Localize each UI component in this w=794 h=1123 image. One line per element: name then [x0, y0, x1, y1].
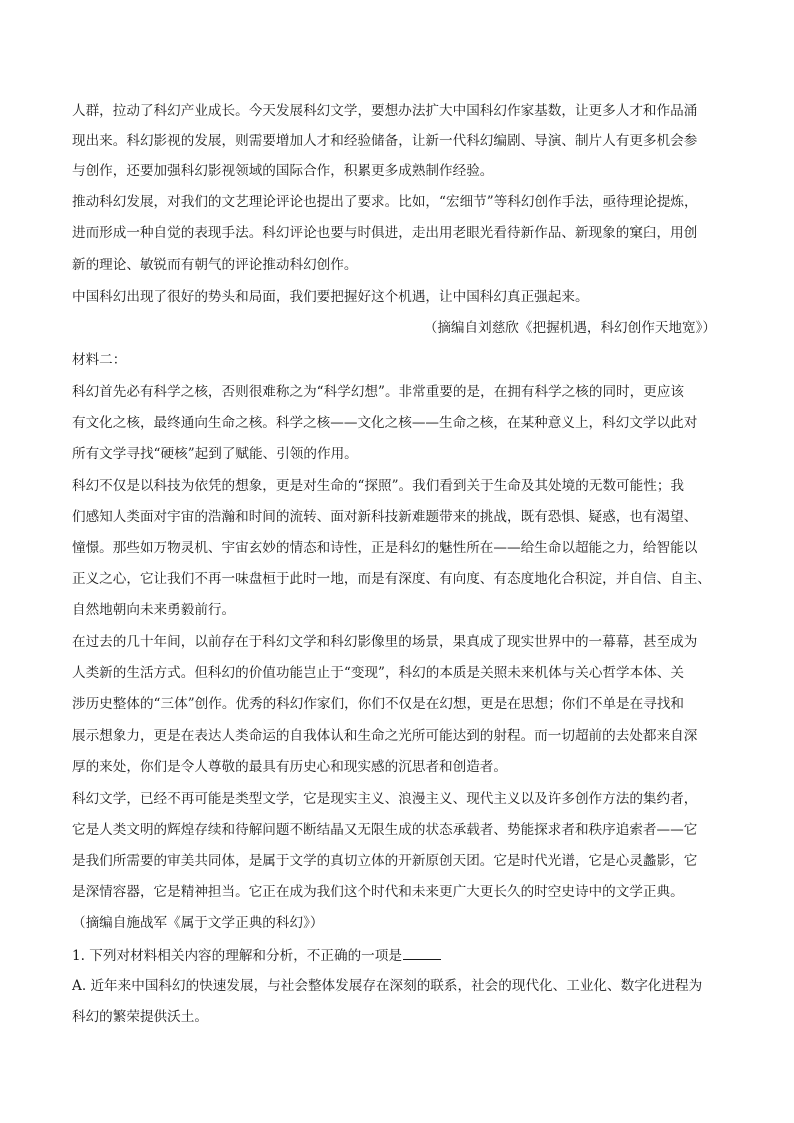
paragraph-line: 所有文学寻找“硬核”起到了赋能、引领的作用。: [72, 446, 358, 462]
paragraph-line: 正义之心，它让我们不再一味盘桓于此时一地，而是有深度、有向度、有态度地化合积淀，并自信、自主、: [72, 571, 711, 587]
material2-source: （摘编自施战军《属于文学正典的科幻》）: [72, 915, 324, 931]
paragraph-line: 有文化之核，最终通向生命之核。科学之核——文化之核——生命之核，在某种意义上，科幻文学以此对: [72, 415, 698, 431]
paragraph-line: 新的理论、敏锐而有朝气的评论推动科幻创作。: [72, 257, 358, 273]
paragraph-line: 中国科幻出现了很好的势头和局面，我们要把握好这个机遇，让中国科幻真正强起来。: [72, 289, 589, 305]
paragraph-line: 现出来。科幻影视的发展，则需要增加人才和经验储备，让新一代科幻编剧、导演、制片人有更多机会参: [72, 133, 698, 149]
material1-source: （摘编自刘慈欣《把握机遇，科幻创作天地宽》）: [423, 320, 716, 336]
paragraph-line: 人群，拉动了科幻产业成长。今天发展科幻文学，要想办法扩大中国科幻作家基数，让更多人才和作品涌: [72, 103, 698, 119]
material2-label: 材料二：: [72, 352, 127, 368]
paragraph-line: 展示想象力，更是在表达人类命运的自我体认和生命之光所可能达到的射程。而一切超前的去处都来自深: [72, 728, 698, 744]
paragraph-line: 厚的来处，你们是令人尊敬的最具有历史心和现实感的沉思者和创造者。: [72, 759, 507, 775]
paragraph-line: 憧憬。那些如万物灵机、宇宙玄妙的情态和诗性，正是科幻的魅性所在——给生命以超能之力，给智能以: [72, 540, 698, 556]
paragraph-line: 与创作，还要加强科幻影视领域的国际合作，积累更多成熟制作经验。: [72, 163, 494, 179]
question-1-text: 1. 下列对材料相关内容的理解和分析，不正确的一项是: [72, 948, 402, 964]
paragraph-line: 科幻文学，已经不再可能是类型文学，它是现实主义、浪漫主义、现代主义以及许多创作方法的集约者，: [72, 791, 698, 807]
paragraph-line: 们感知人类面对宇宙的浩瀚和时间的流转、面对新科技新难题带来的挑战，既有恐惧、疑惑，也有渴望、: [72, 509, 698, 525]
paragraph-line: 是我们所需要的审美共同体，是属于文学的真切立体的开新原创天团。它是时代光谱，它是心灵蠡影，它: [72, 853, 698, 869]
option-a-line: 科幻的繁荣提供沃土。: [72, 1009, 208, 1025]
question-1-stem: [72, 945, 732, 966]
paragraph-line: 人类新的生活方式。但科幻的价值功能岂止于“变现”，科幻的本质是关照未来机体与关心哲学本体、关: [72, 665, 685, 681]
paragraph-line: 进而形成一种自觉的表现手法。科幻评论也要与时俱进，走出用老眼光看待新作品、新现象的窠臼，用创: [72, 225, 698, 241]
answer-blank: [403, 945, 441, 960]
paragraph-line: 推动科幻发展，对我们的文艺理论评论也提出了要求。比如，“宏细节”等科幻创作手法，亟待理论提炼，: [72, 194, 698, 210]
paragraph-line: 自然地朝向未来勇毅前行。: [72, 602, 236, 618]
paragraph-line: 它是人类文明的辉煌存续和待解问题不断结晶又无限生成的状态承载者、势能探求者和秩序追索者——它: [72, 822, 698, 838]
paragraph-line: 科幻不仅是以科技为依凭的想象，更是对生命的“探照”。我们看到关于生命及其处境的无数可能性；我: [72, 478, 685, 494]
paragraph-line: 是深情容器，它是精神担当。它正在成为我们这个时代和未来更广大更长久的时空史诗中的文学正典。: [72, 884, 684, 900]
paragraph-line: 在过去的几十年间，以前存在于科幻文学和科幻影像里的场景，果真成了现实世界中的一幕幕，甚至成为: [72, 634, 698, 650]
paragraph-line: 科幻首先必有科学之核，否则很难称之为“科学幻想”。非常重要的是，在拥有科学之核的同时，更应该: [72, 384, 685, 400]
option-a-line: A. 近年来中国科幻的快速发展，与社会整体发展存在深刻的联系，社会的现代化、工业化、数字化进程为: [72, 978, 703, 994]
paragraph-line: 涉历史整体的“三体”创作。优秀的科幻作家们，你们不仅是在幻想，更是在思想；你们不单是在寻找和: [72, 696, 685, 712]
